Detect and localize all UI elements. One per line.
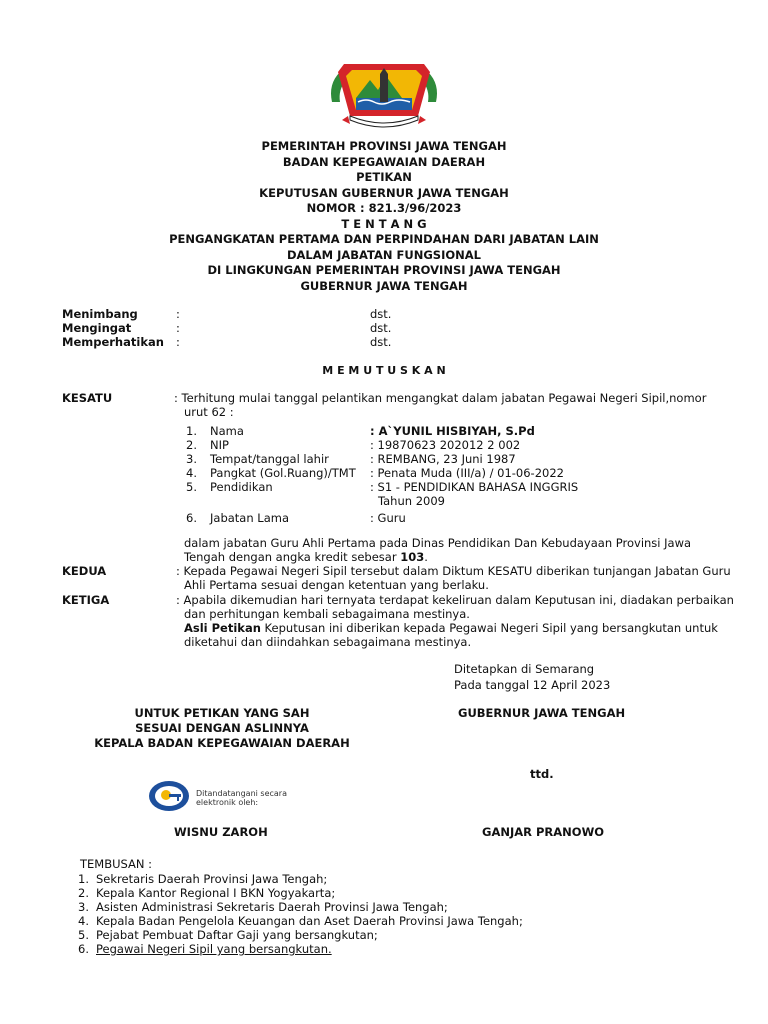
education-year: Tahun 2009 [378,494,445,508]
esign-caption-line2: elektronik oleh: [196,798,259,807]
header-number: NOMOR : 821.3/96/2023 [306,201,462,215]
left-sign-line3: KEPALA BADAN KEPEGAWAIAN DAERAH [94,736,350,750]
right-signer-name: GANJAR PRANOWO [482,825,605,839]
item-value: : S1 - PENDIDIKAN BAHASA INGGRIS [370,480,579,494]
item-label: NIP [210,438,229,452]
tembusan-number: 1. [78,872,89,886]
consideration-colon: : [176,321,180,335]
item-number: 4. [186,466,197,480]
consideration-value: dst. [370,335,392,349]
item-value-name: : A`YUNIL HISBIYAH, S.Pd [370,424,535,438]
item-number: 6. [186,511,197,525]
item-label: Pangkat (Gol.Ruang)/TMT [210,466,356,480]
consideration-label: Menimbang [62,307,138,321]
tembusan-number: 2. [78,886,89,900]
header-decree: KEPUTUSAN GUBERNUR JAWA TENGAH [259,186,509,200]
asli-petikan-label: Asli Petikan [184,621,261,635]
ketiga-line1: : Apabila dikemudian hari ternyata terdapat kekeliruan dalam Keputusan ini, diadakan perbaikan [176,593,734,607]
tembusan-item: Kepala Kantor Regional I BKN Yogyakarta; [96,886,336,900]
item-label: Jabatan Lama [210,511,289,525]
header-agency: BADAN KEPEGAWAIAN DAERAH [282,155,486,169]
item-value: : REMBANG, 23 Juni 1987 [370,452,516,466]
esign-caption [196,789,287,807]
item-label: Tempat/tanggal lahir [210,452,329,466]
consideration-colon: : [176,307,180,321]
issued-place: Ditetapkan di Semarang [454,662,595,676]
header-tentang: T E N T A N G [341,217,427,231]
header-subject-line2: DALAM JABATAN FUNGSIONAL [286,248,481,262]
header-governor: GUBERNUR JAWA TENGAH [300,279,468,293]
item-label: Nama [210,424,244,438]
bsre-seal-icon [147,779,191,813]
issued-date: Pada tanggal 12 April 2023 [454,678,611,692]
ttd-mark: ttd. [530,767,554,781]
position-line2-end: . [424,550,428,564]
position-line2 [184,550,428,564]
position-line2-text: Tengah dengan angka kredit sebesar [184,550,401,564]
credit-value: 103 [400,550,425,564]
header-petikan: PETIKAN [356,170,412,184]
consideration-value: dst. [370,307,392,321]
ketiga-line3 [184,621,718,635]
tembusan-number: 3. [78,900,89,914]
header-government: PEMERINTAH PROVINSI JAWA TENGAH [261,139,507,153]
consideration-value: dst. [370,321,392,335]
kesatu-intro-line2: urut 62 : [184,405,234,419]
tembusan-number: 5. [78,928,89,942]
ketiga-line2: dan perhitungan kembali sebagaimana mestinya. [184,607,470,621]
left-signer-name: WISNU ZAROH [174,825,268,839]
tembusan-title: TEMBUSAN : [80,857,153,871]
consideration-label: Memperhatikan [62,335,164,349]
decide-title: M E M U T U S K A N [322,364,446,377]
tembusan-number: 4. [78,914,89,928]
item-number: 1. [186,424,197,438]
ketiga-label: KETIGA [62,593,110,607]
province-emblem-icon [326,58,442,128]
tembusan-item: Sekretaris Daerah Provinsi Jawa Tengah; [96,872,328,886]
item-value: : 19870623 202012 2 002 [370,438,521,452]
item-value: : Penata Muda (III/a) / 01-06-2022 [370,466,564,480]
item-number: 2. [186,438,197,452]
tembusan-item: Pegawai Negeri Sipil yang bersangkutan. [96,942,332,956]
kesatu-label: KESATU [62,391,113,405]
kedua-label: KEDUA [62,564,107,578]
esign-caption-line1: Ditandatangani secara [196,789,287,798]
kedua-line2: Ahli Pertama sesuai dengan ketentuan yang berlaku. [184,578,489,592]
item-number: 3. [186,452,197,466]
consideration-colon: : [176,335,180,349]
item-label: Pendidikan [210,480,273,494]
header-subject-line1: PENGANGKATAN PERTAMA DAN PERPINDAHAN DARI JABATAN LAIN [169,232,599,246]
asli-petikan-text: Keputusan ini diberikan kepada Pegawai Negeri Sipil yang bersangkutan untuk [260,621,718,635]
kesatu-intro-line1: : Terhitung mulai tanggal pelantikan mengangkat dalam jabatan Pegawai Negeri Sipil,nomor [174,391,707,405]
kedua-line1: : Kepada Pegawai Negeri Sipil tersebut dalam Diktum KESATU diberikan tunjangan Jabatan Guru [176,564,731,578]
ketiga-line4: diketahui dan diindahkan sebagaimana mestinya. [184,635,472,649]
item-value: : Guru [370,511,406,525]
position-line1: dalam jabatan Guru Ahli Pertama pada Dinas Pendidikan Dan Kebudayaan Provinsi Jawa [184,536,692,550]
consideration-label: Mengingat [62,321,132,335]
right-sign-title: GUBERNUR JAWA TENGAH [458,706,626,720]
header-subject-line3: DI LINGKUNGAN PEMERINTAH PROVINSI JAWA TENGAH [207,263,561,277]
tembusan-item: Pejabat Pembuat Daftar Gaji yang bersangkutan; [96,928,378,942]
item-number: 5. [186,480,197,494]
tembusan-item: Kepala Badan Pengelola Keuangan dan Aset Daerah Provinsi Jawa Tengah; [96,914,523,928]
tembusan-number: 6. [78,942,89,956]
tembusan-item: Asisten Administrasi Sekretaris Daerah Provinsi Jawa Tengah; [96,900,448,914]
left-sign-line1: UNTUK PETIKAN YANG SAH [134,706,310,720]
left-sign-line2: SESUAI DENGAN ASLINNYA [135,721,309,735]
